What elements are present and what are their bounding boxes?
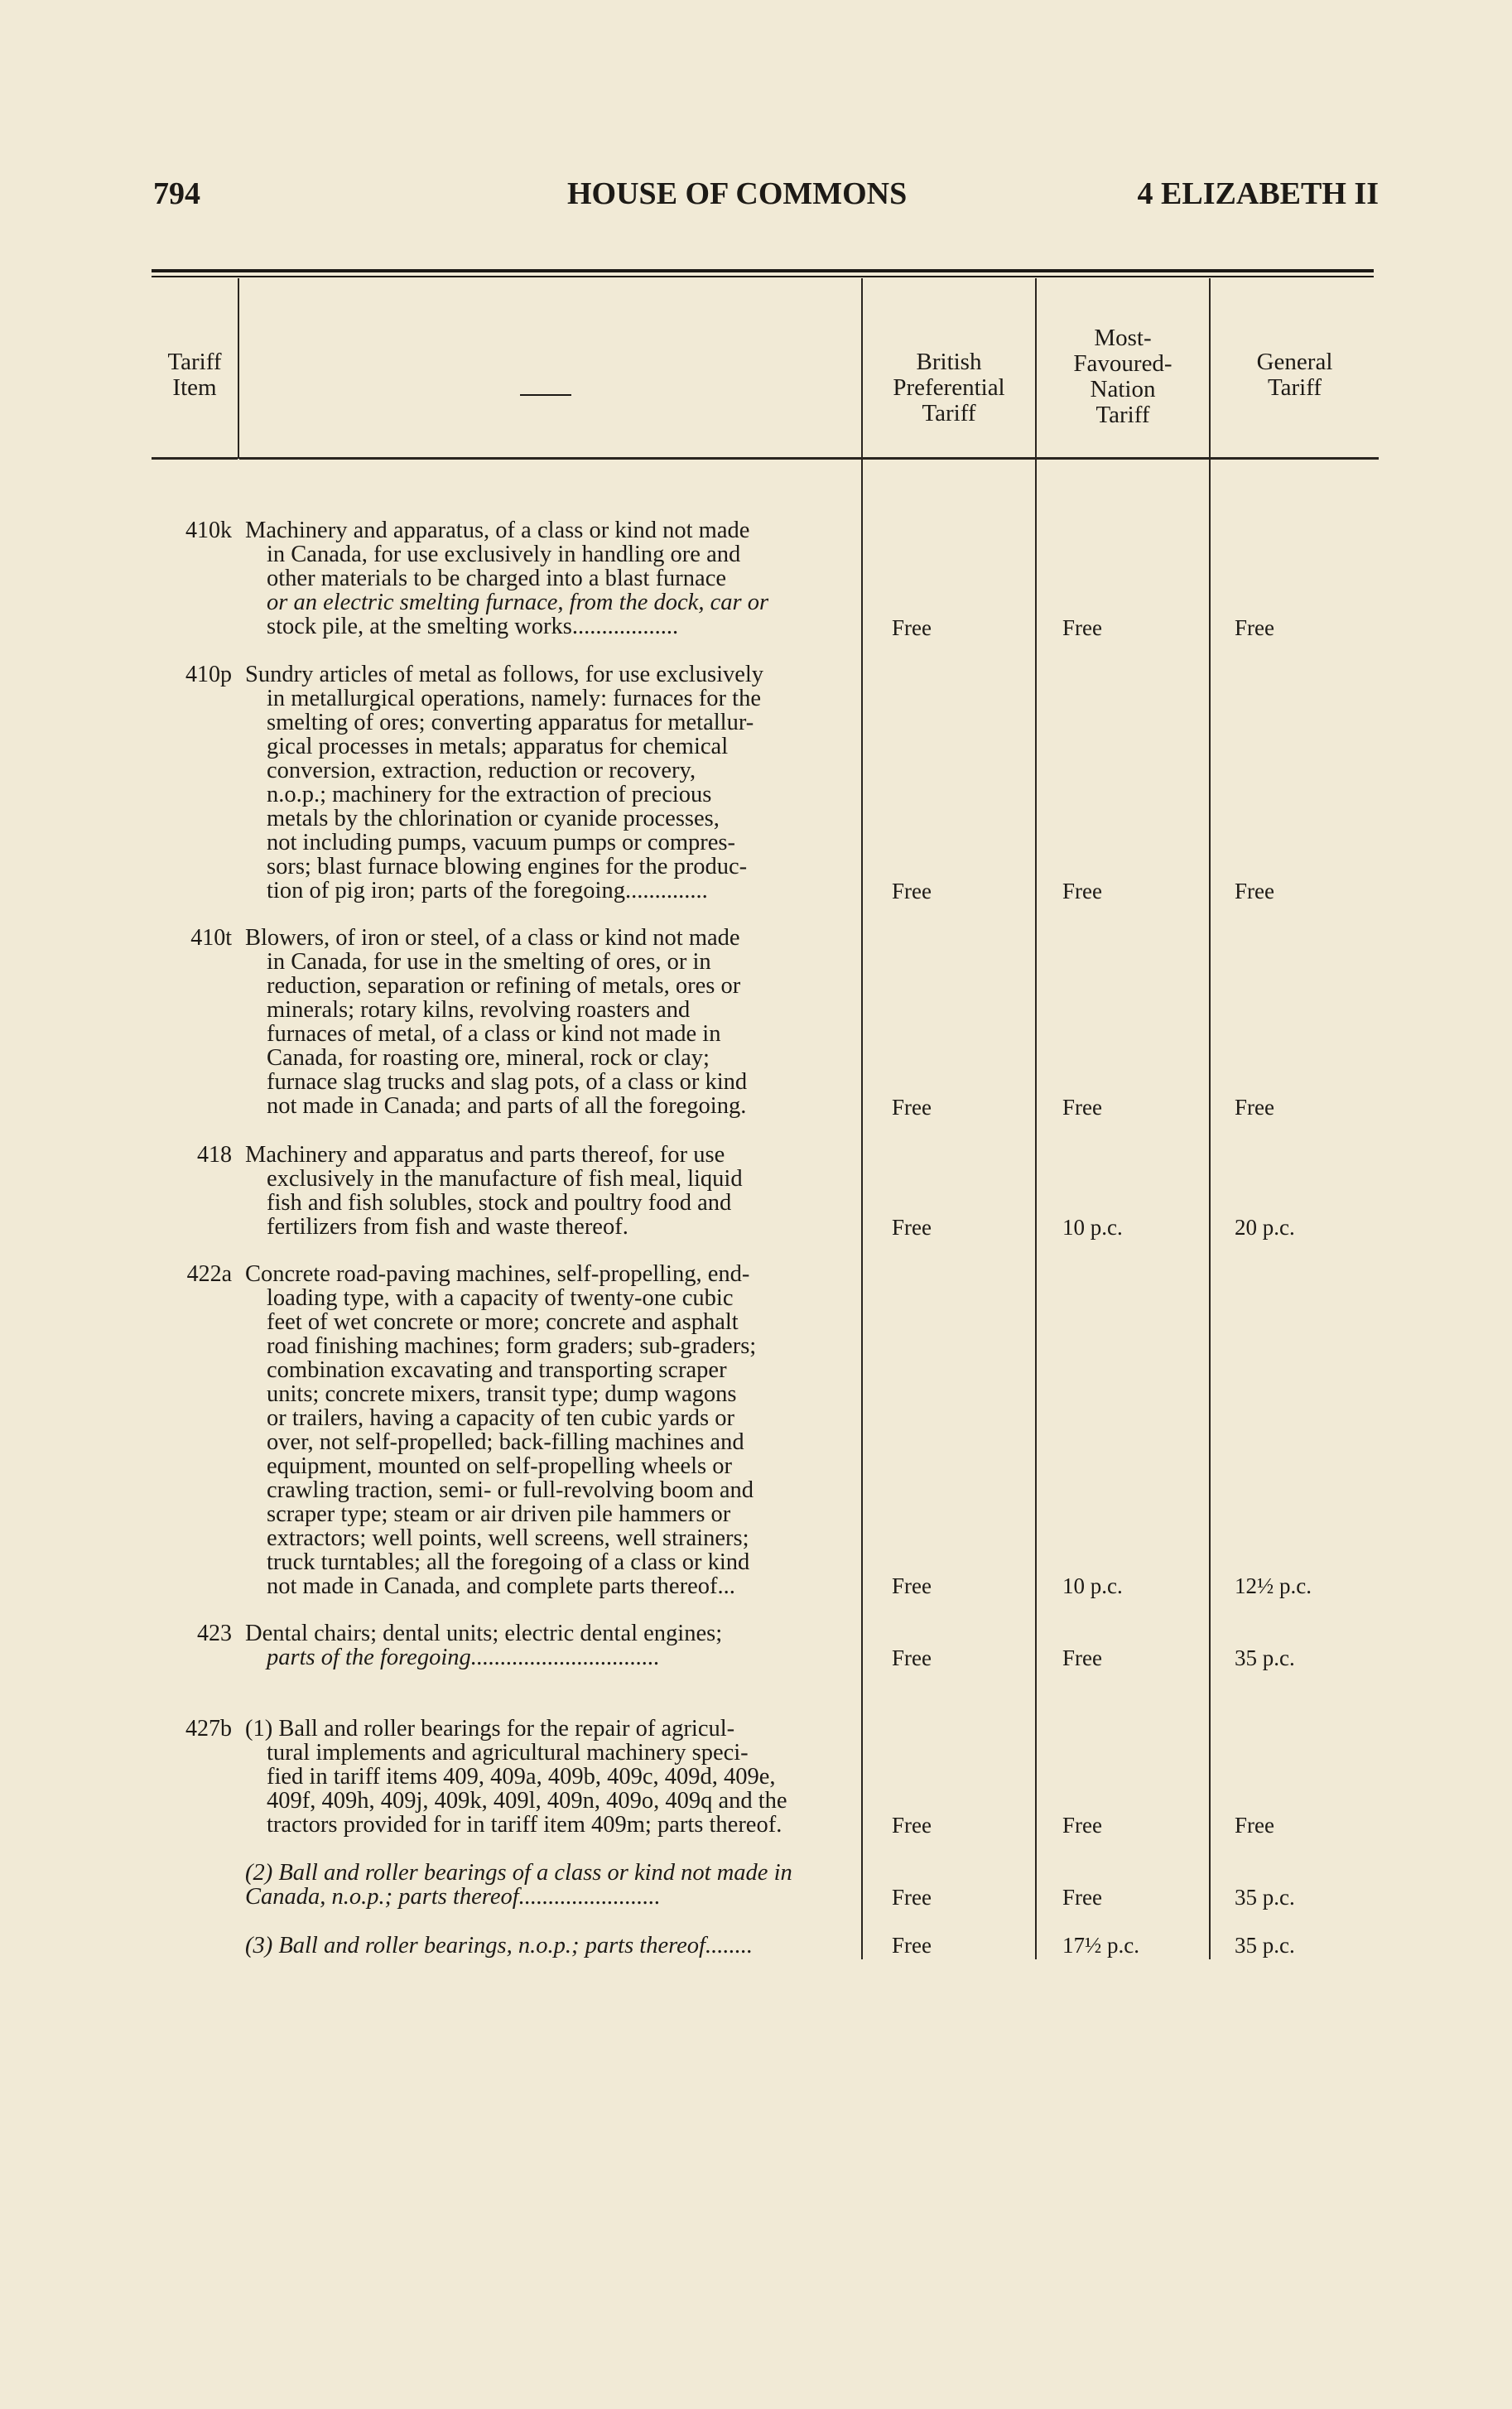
header-text: Tariff: [1095, 402, 1150, 428]
tariff-description: [245, 662, 858, 903]
tariff-description: [245, 1621, 858, 1669]
description-line: extractors; well points, well screens, well strainers;: [267, 1526, 749, 1550]
description-line: Sundry articles of metal as follows, for use exclusively: [245, 662, 764, 687]
rate-most-favoured-nation: 10 p.c.: [1062, 1215, 1123, 1240]
rate-british-preferential: Free: [892, 1215, 932, 1240]
tariff-item-number: 418: [197, 1142, 232, 1168]
header-text: Nation: [1090, 376, 1156, 402]
description-line: (1) Ball and roller bearings for the repair of agricul-: [245, 1717, 735, 1741]
header-british-preferential: [863, 349, 1035, 426]
description-line: gical processes in metals; apparatus for chemical: [267, 735, 729, 759]
table-top-rule: [152, 269, 1374, 272]
tariff-description: [245, 926, 858, 1118]
rate-most-favoured-nation: Free: [1062, 1645, 1102, 1670]
description-line: sors; blast furnace blowing engines for the produc-: [267, 855, 748, 879]
header-rule: [1037, 457, 1209, 460]
rate-most-favoured-nation: Free: [1062, 615, 1102, 640]
description-line: in metallurgical operations, namely: furnaces for the: [267, 687, 761, 711]
description-line: or an electric smelting furnace, from the dock, car or: [267, 590, 769, 614]
description-line: not made in Canada; and parts of all the foregoing.: [267, 1094, 747, 1118]
rate-general: 20 p.c.: [1235, 1215, 1295, 1240]
description-line: parts of the foregoing................................: [267, 1645, 660, 1669]
header-text: Tariff: [1267, 374, 1322, 401]
header-text: Preferential: [893, 374, 1005, 401]
column-divider: [1035, 278, 1037, 1959]
description-line: equipment, mounted on self-propelling wheels or: [267, 1454, 732, 1478]
column-divider: [238, 278, 239, 459]
rate-general: Free: [1235, 615, 1274, 640]
header-rule: [239, 457, 861, 460]
rate-british-preferential: Free: [892, 1573, 932, 1598]
header-text: General: [1256, 349, 1333, 375]
rate-general: 35 p.c.: [1235, 1645, 1295, 1670]
rate-british-preferential: Free: [892, 615, 932, 640]
description-line: units; concrete mixers, transit type; dump wagons: [267, 1382, 737, 1406]
description-line: Blowers, of iron or steel, of a class or kind not made: [245, 926, 740, 950]
description-line: combination excavating and transporting scraper: [267, 1358, 727, 1382]
header-text: Item: [172, 374, 217, 401]
description-line: reduction, separation or refining of metals, ores or: [267, 974, 741, 998]
rate-most-favoured-nation: Free: [1062, 1885, 1102, 1910]
rate-most-favoured-nation: 17½ p.c.: [1062, 1933, 1139, 1958]
description-line: feet of wet concrete or more; concrete and asphalt: [267, 1310, 739, 1334]
description-line: not including pumps, vacuum pumps or compres-: [267, 831, 735, 855]
description-line: (2) Ball and roller bearings of a class or kind not made in: [245, 1861, 792, 1885]
reign-label: 4 ELIZABETH II: [1137, 176, 1379, 211]
description-line: smelting of ores; converting apparatus for metallur-: [267, 711, 754, 735]
rate-general: Free: [1235, 1095, 1274, 1120]
description-line: Concrete road-paving machines, self-propelling, end-: [245, 1262, 750, 1286]
description-line: scraper type; steam or air driven pile hammers or: [267, 1502, 731, 1526]
tariff-description: [245, 1934, 858, 1958]
description-line: exclusively in the manufacture of fish meal, liquid: [267, 1167, 743, 1191]
header-rule: [1211, 457, 1379, 460]
description-line: furnaces of metal, of a class or kind not made in: [267, 1022, 721, 1046]
rate-british-preferential: Free: [892, 879, 932, 903]
tariff-description: [245, 1717, 858, 1837]
header-text: Tariff: [922, 400, 976, 426]
description-line: Machinery and apparatus, of a class or kind not made: [245, 518, 750, 542]
header-description-dash: [520, 394, 571, 396]
tariff-item-number: 423: [197, 1621, 232, 1646]
description-line: other materials to be charged into a blast furnace: [267, 566, 726, 590]
description-line: (3) Ball and roller bearings, n.o.p.; parts thereof........: [245, 1934, 753, 1958]
description-line: in Canada, for use exclusively in handling ore and: [267, 542, 741, 566]
header-text: Tariff: [167, 349, 222, 375]
description-line: over, not self-propelled; back-filling machines and: [267, 1430, 744, 1454]
description-line: conversion, extraction, reduction or recovery,: [267, 759, 696, 783]
header-most-favoured-nation: [1037, 325, 1209, 428]
description-line: crawling traction, semi- or full-revolving boom and: [267, 1478, 754, 1502]
description-line: tural implements and agricultural machinery speci-: [267, 1741, 749, 1765]
tariff-description: [245, 1143, 858, 1239]
rate-general: Free: [1235, 879, 1274, 903]
description-line: furnace slag trucks and slag pots, of a class or kind: [267, 1070, 748, 1094]
description-line: fertilizers from fish and waste thereof.: [267, 1215, 628, 1239]
rate-most-favoured-nation: 10 p.c.: [1062, 1573, 1123, 1598]
description-line: not made in Canada, and complete parts thereof...: [267, 1574, 735, 1598]
description-line: loading type, with a capacity of twenty-one cubic: [267, 1286, 734, 1310]
description-line: 409f, 409h, 409j, 409k, 409l, 409n, 409o, 409q and the: [267, 1789, 787, 1813]
description-line: tion of pig iron; parts of the foregoing..............: [267, 879, 708, 903]
rate-british-preferential: Free: [892, 1813, 932, 1838]
tariff-item-number: 410t: [190, 925, 232, 951]
tariff-description: [245, 1861, 858, 1909]
page-title: HOUSE OF COMMONS: [567, 176, 908, 211]
header-rule: [863, 457, 1035, 460]
description-line: or trailers, having a capacity of ten cubic yards or: [267, 1406, 735, 1430]
header-tariff-item: [152, 349, 238, 401]
rate-general: 35 p.c.: [1235, 1885, 1295, 1910]
description-line: Dental chairs; dental units; electric dental engines;: [245, 1621, 723, 1645]
description-line: road finishing machines; form graders; sub-graders;: [267, 1334, 757, 1358]
tariff-description: [245, 1262, 858, 1598]
description-line: Canada, n.o.p.; parts thereof........................: [245, 1885, 661, 1909]
rate-british-preferential: Free: [892, 1095, 932, 1120]
column-divider: [1209, 278, 1211, 1959]
tariff-item-number: 410k: [185, 518, 232, 543]
rate-most-favoured-nation: Free: [1062, 879, 1102, 903]
header-text: Favoured-: [1073, 350, 1173, 377]
header-rule: [152, 457, 238, 460]
header-text: Most-: [1094, 325, 1152, 351]
description-line: in Canada, for use in the smelting of ores, or in: [267, 950, 711, 974]
description-line: tractors provided for in tariff item 409m; parts thereof.: [267, 1813, 782, 1837]
tariff-item-number: 410p: [185, 662, 232, 687]
description-line: minerals; rotary kilns, revolving roasters and: [267, 998, 691, 1022]
tariff-item-number: 422a: [186, 1261, 232, 1287]
column-divider: [861, 278, 863, 1959]
description-line: stock pile, at the smelting works..................: [267, 614, 679, 638]
running-head: [153, 176, 1379, 217]
description-line: metals by the chlorination or cyanide processes,: [267, 807, 720, 831]
page-number: 794: [153, 176, 200, 211]
header-text: British: [916, 349, 982, 375]
rate-most-favoured-nation: Free: [1062, 1813, 1102, 1838]
header-general-tariff: [1211, 349, 1379, 401]
description-line: n.o.p.; machinery for the extraction of precious: [267, 783, 712, 807]
rate-general: Free: [1235, 1813, 1274, 1838]
rate-british-preferential: Free: [892, 1933, 932, 1958]
rate-most-favoured-nation: Free: [1062, 1095, 1102, 1120]
description-line: Canada, for roasting ore, mineral, rock or clay;: [267, 1046, 710, 1070]
table-top-rule-thin: [152, 276, 1374, 277]
description-line: truck turntables; all the foregoing of a class or kind: [267, 1550, 750, 1574]
rate-british-preferential: Free: [892, 1645, 932, 1670]
description-line: Machinery and apparatus and parts thereof, for use: [245, 1143, 725, 1167]
description-line: fish and fish solubles, stock and poultry food and: [267, 1191, 732, 1215]
rate-british-preferential: Free: [892, 1885, 932, 1910]
rate-general: 35 p.c.: [1235, 1933, 1295, 1958]
tariff-item-number: 427b: [185, 1716, 232, 1742]
tariff-description: [245, 518, 858, 638]
rate-general: 12½ p.c.: [1235, 1573, 1312, 1598]
description-line: fied in tariff items 409, 409a, 409b, 409c, 409d, 409e,: [267, 1765, 776, 1789]
